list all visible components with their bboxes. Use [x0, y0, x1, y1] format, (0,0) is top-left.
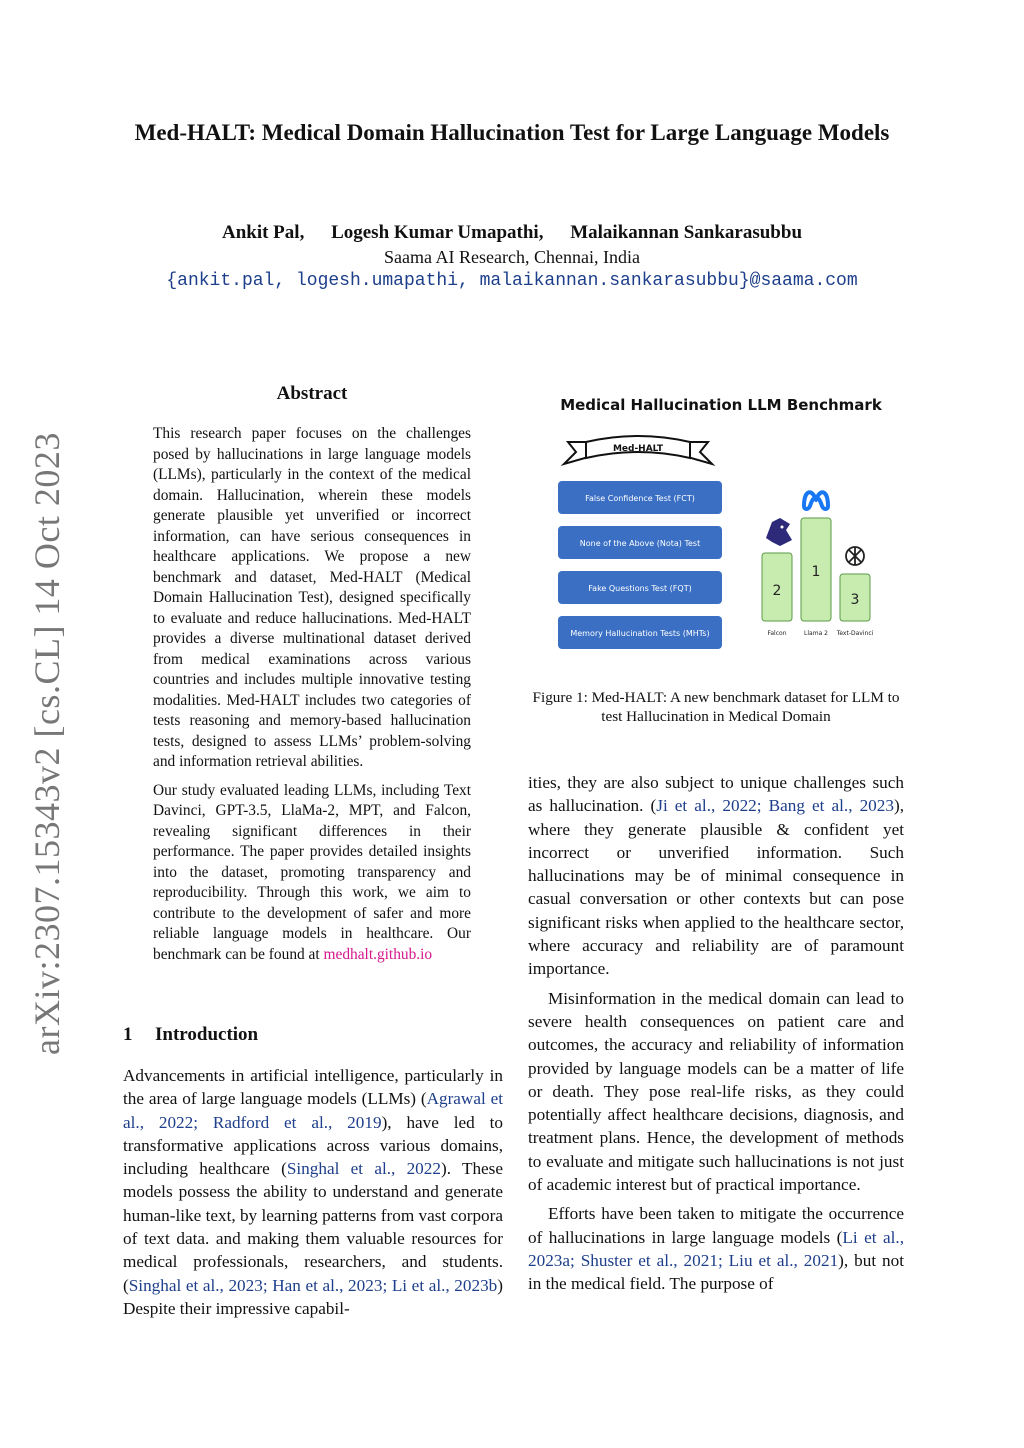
- text-run: ;: [717, 1250, 729, 1270]
- text-run: Efforts have been taken to mitigate the occurrence of hallucinations in large language models (: [528, 1204, 904, 1247]
- figure-caption-label: Figure 1:: [532, 689, 588, 706]
- figure-caption-text: Med-HALT: A new benchmark dataset for LLM to test Hallucination in Medical Domain: [591, 689, 900, 725]
- paper-title: Med-HALT: Medical Domain Hallucination Test for Large Language Models: [134, 120, 890, 145]
- openai-logo-icon: [846, 547, 864, 565]
- text-run: ). These models possess the ability to understand and generate human-like text, by learning patterns from vast corpora of text data. and making them valuable resources for medical professionals, researchers, and students. (: [123, 1159, 503, 1295]
- abstract-body: [153, 424, 471, 973]
- citation-link[interactable]: Bang et al., 2023: [768, 796, 894, 816]
- text-run: ) Despite their impressive capabil-: [123, 1275, 503, 1318]
- benchmark-link[interactable]: medhalt.github.io: [323, 945, 433, 963]
- right-paragraph-1: [528, 771, 904, 981]
- test-label-mht: Memory Hallucination Tests (MHTs): [570, 629, 710, 638]
- arxiv-stamp: arXiv:2307.15343v2 [cs.CL] 14 Oct 2023: [27, 432, 67, 1055]
- text-run: ;: [756, 796, 769, 816]
- text-run: ), but not in the medical field. The purpose of: [528, 1250, 905, 1294]
- text-run: ), where they generate plausible & confident yet incorrect or unverified information. Such hallucinations may be of minimal consequence in casual conversation or other contexts but can pose significant risks when applied to the healthcare sector, where accuracy and reliability are of paramount importance.: [528, 796, 904, 979]
- benchmark-figure: [548, 390, 894, 660]
- author-1: Ankit Pal,: [221, 222, 305, 243]
- text-run: ;: [262, 1275, 273, 1295]
- banner-label: Med-HALT: [612, 444, 664, 454]
- introduction-text: [123, 1064, 503, 1326]
- figure-caption: [528, 688, 904, 726]
- citation-link[interactable]: Li et al., 2023b: [391, 1275, 498, 1295]
- test-label-fct: False Confidence Test (FCT): [585, 494, 695, 503]
- section-title: Introduction: [155, 1024, 259, 1045]
- citation-link[interactable]: Liu et al., 2021: [728, 1250, 839, 1270]
- citation-link[interactable]: Shuster et al., 2021: [580, 1250, 718, 1270]
- right-paragraph-2: Misinformation in the medical domain can lead to severe health consequences on patient care and outcomes, the accuracy and reliability of information provided by language models can be a matter of life or death. They pose real-life risks, as they could potentially affect healthcare decisions, diagnosis, and treatment plans. Hence, the development of methods to evaluate and mitigate such hallucinations is not just of academic interest but of practical importance.: [528, 988, 904, 1195]
- test-label-nota: None of the Above (Nota) Test: [579, 539, 701, 548]
- podium-label-davinci: Text-Davinci: [836, 630, 874, 637]
- falcon-logo-icon: [766, 518, 792, 546]
- abstract-heading: Abstract: [276, 383, 348, 404]
- right-column-text: [528, 771, 904, 1302]
- author-3: Malaikannan Sankarasubbu: [570, 222, 803, 243]
- intro-paragraph: [123, 1064, 503, 1320]
- author-emails[interactable]: {ankit.pal, logesh.umapathi, malaikannan.sankarasubbu}@saama.com: [166, 271, 858, 291]
- text-run: ), have led to transformative applications across various domains, including healthcare (: [123, 1112, 503, 1179]
- podium-label-llama2: Llama 2: [804, 630, 828, 637]
- affiliation: Saama AI Research, Chennai, India: [384, 247, 640, 267]
- author-list: [100, 222, 924, 244]
- abstract-paragraph-2: [153, 781, 471, 966]
- citation-link[interactable]: Ji et al., 2022: [656, 796, 757, 816]
- text-run: ;: [382, 1275, 392, 1295]
- citation-link[interactable]: Radford et al., 2019: [212, 1112, 382, 1132]
- section-heading-introduction: [123, 1024, 503, 1046]
- citation-link[interactable]: Agrawal et al., 2022: [123, 1089, 503, 1132]
- podium-label-falcon: Falcon: [767, 630, 787, 637]
- abstract-paragraph-1: This research paper focuses on the challenges posed by hallucinations in large language models (LLMs), particularly in the context of the medical domain. Hallucination, wherein these models generate plausible yet unverified or incorrect information, can have serious consequences in healthcare applications. We propose a new benchmark and dataset, Med-HALT (Medical Domain Hallucination Test), designed specifically to evaluate and reduce hallucinations. Med-HALT provides a diverse multinational dataset derived from medical examinations across various countries and includes multiple innovative testing modalities. Med-HALT includes two categories of tests reasoning and memory-based hallucination tests, designed to assess LLMs’ problem-solving and information retrieval abilities.: [153, 425, 471, 770]
- abstract-paragraph-2-text: Our study evaluated leading LLMs, including Text Davinci, GPT-3.5, LlaMa-2, MPT, and Falcon, revealing significant differences in their performance. The paper provides detailed insights into the dataset, promoting transparency and reproducibility. Through this work, we aim to contribute to the development of safer and more reliable language models in healthcare. Our benchmark can be found at: [153, 781, 471, 963]
- citation-link[interactable]: Han et al., 2023: [272, 1275, 383, 1295]
- section-number: 1: [123, 1024, 133, 1045]
- text-run: ;: [570, 1250, 581, 1270]
- text-run: ities, they are also subject to unique challenges such as hallucination. (: [528, 773, 904, 816]
- text-run: Advancements in artificial intelligence, particularly in the area of large language models (LLMs) (: [123, 1066, 503, 1109]
- citation-link[interactable]: Singhal et al., 2023: [128, 1275, 263, 1295]
- test-label-fqt: Fake Questions Test (FQT): [588, 584, 692, 593]
- figure-title: Medical Hallucination LLM Benchmark: [560, 396, 882, 414]
- podium-rank-davinci: 3: [850, 592, 860, 608]
- citation-link[interactable]: Li et al., 2023a: [528, 1227, 904, 1270]
- right-paragraph-3: [528, 1202, 904, 1295]
- citation-link[interactable]: Singhal et al., 2022: [286, 1159, 441, 1179]
- podium-rank-falcon: 2: [772, 583, 782, 599]
- meta-logo-icon: [804, 492, 828, 509]
- text-run: ;: [193, 1112, 213, 1132]
- author-2: Logesh Kumar Umapathi,: [331, 222, 544, 243]
- podium-rank-llama2: 1: [811, 564, 821, 580]
